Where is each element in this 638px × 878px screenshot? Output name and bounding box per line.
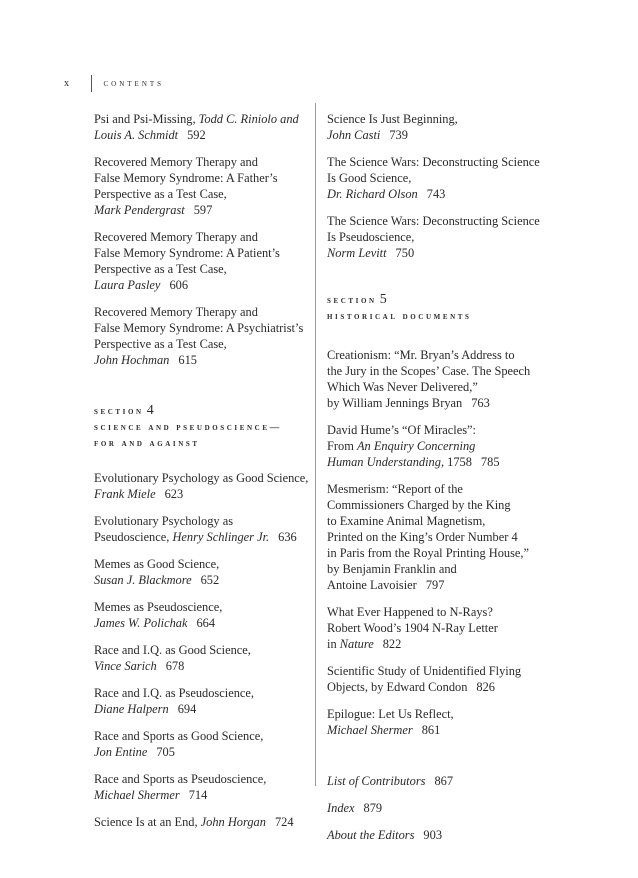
toc-italic-text: Diane Halpern [94,702,169,716]
toc-italic-text: Norm Levitt [327,246,387,260]
toc-italic-text: Laura Pasley [94,278,161,292]
toc-entry-line [327,620,539,636]
toc-entry [327,773,539,789]
toc-page-number: 743 [426,187,446,201]
column-divider [315,103,316,786]
toc-page-number: 867 [434,774,454,788]
toc-text: Perspective as a Test Case, [94,262,227,276]
toc-entry-line [94,336,306,352]
toc-entry-line [94,615,306,631]
section-label: section [327,295,377,306]
toc-italic-text: James W. Polichak [94,616,188,630]
toc-text: David Hume’s “Of Miracles”: [327,423,476,437]
toc-entry-line [94,486,306,502]
toc-text: Evolutionary Psychology as Good Science, [94,471,309,485]
toc-entry-line [94,599,306,615]
toc-entry-line [327,497,539,513]
toc-text: Science Is at an End, [94,815,201,829]
toc-text: Psi and Psi-Missing, [94,112,199,126]
toc-entry-line [94,701,306,717]
toc-italic-text: Frank Miele [94,487,156,501]
toc-text: Creationism: “Mr. Bryan’s Address to [327,348,515,362]
toc-text: Recovered Memory Therapy and [94,155,258,169]
toc-list-right-b [327,347,539,738]
toc-entry-line [94,186,306,202]
toc-entry-line [327,347,539,363]
toc-entry-line [94,304,306,320]
toc-page-number: 694 [177,702,197,716]
toc-page-number: 763 [471,396,490,410]
toc-entry-line [327,170,539,186]
toc-text: by Benjamin Franklin and [327,562,457,576]
toc-italic-text: About the Editors [327,828,415,842]
toc-text: Race and I.Q. as Good Science, [94,643,251,657]
toc-entry-line [94,352,306,368]
toc-entry-line [94,111,306,127]
toc-entry-line [327,111,539,127]
toc-text: Antoine Lavoisier [327,578,417,592]
toc-entry-line [94,771,306,787]
toc-page-number: 606 [169,278,189,292]
toc-italic-text: John Hochman [94,353,170,367]
section-number: 4 [146,403,154,418]
toc-text: Commissioners Charged by the King [327,498,511,512]
toc-entry-line [94,744,306,760]
toc-text: False Memory Syndrome: A Psychiatrist’s [94,321,304,335]
toc-text: Scientific Study of Unidentified Flying [327,664,522,678]
toc-text: The Science Wars: Deconstructing Science [327,155,540,169]
toc-page-number: 615 [178,353,197,367]
toc-entry-line [327,395,539,411]
running-head-label: contents [103,78,165,89]
toc-entry-line [327,545,539,561]
toc-entry [327,347,539,411]
toc-page-number: 861 [421,723,441,737]
section-title-line-1: historical documents [327,311,472,322]
toc-entry [327,706,539,738]
toc-text: in Paris from the Royal Printing House,” [327,546,530,560]
toc-text: What Ever Happened to N-Rays? [327,605,493,619]
toc-entry-line [327,604,539,620]
section-4-heading [94,403,306,452]
toc-entry-line [327,561,539,577]
toc-text: Which Was Never Delivered,” [327,380,478,394]
toc-text: Is Pseudoscience, [327,230,415,244]
toc-text: Perspective as a Test Case, [94,187,227,201]
toc-entry-line [327,379,539,395]
toc-entry [94,685,306,717]
toc-text: Printed on the King’s Order Number 4 [327,530,518,544]
section-label-line [327,292,539,309]
toc-text: Race and Sports as Good Science, [94,729,264,743]
toc-text: Recovered Memory Therapy and [94,305,258,319]
section-label: section [94,406,144,417]
toc-italic-text: Todd C. Riniolo and [198,112,299,126]
toc-page-number: 652 [200,573,220,587]
toc-text: From [327,439,357,453]
page-number: x [64,78,72,89]
toc-entry-line [327,127,539,143]
toc-entry [327,422,539,470]
toc-text: Science Is Just Beginning, [327,112,458,126]
toc-page-number: 826 [476,680,495,694]
toc-text: Mesmerism: “Report of the [327,482,463,496]
toc-entry [327,213,539,261]
toc-entry [94,642,306,674]
toc-text: Objects, by Edward Condon [327,680,468,694]
toc-entry-line [327,636,539,652]
toc-italic-text: Vince Sarich [94,659,157,673]
toc-entry-line [327,679,539,695]
toc-entry-line [94,277,306,293]
toc-entry [327,663,539,695]
toc-italic-text: Index [327,801,355,815]
toc-text: , 1758 [440,455,472,469]
toc-page-number: 903 [423,828,443,842]
toc-entry-line [327,577,539,593]
toc-text: Memes as Pseudoscience, [94,600,223,614]
toc-entry-line [94,154,306,170]
toc-page-number: 739 [389,128,408,142]
toc-text: Epilogue: Let Us Reflect, [327,707,454,721]
toc-entry-line [327,800,539,816]
toc-entry-line [94,202,306,218]
toc-entry-line [327,706,539,722]
toc-page-number: 822 [382,637,402,651]
toc-page-number: 623 [164,487,184,501]
toc-text: Recovered Memory Therapy and [94,230,258,244]
toc-entry-line [94,529,306,545]
toc-page-number: 705 [156,745,175,759]
toc-entry-line [327,773,539,789]
toc-italic-text: Jon Entine [94,745,148,759]
toc-entry-line [327,513,539,529]
toc-entry-line [94,470,309,486]
toc-italic-text: Mark Pendergrast [94,203,185,217]
toc-entry-line [94,556,306,572]
toc-italic-text: List of Contributors [327,774,426,788]
toc-page-number: 597 [193,203,213,217]
toc-text: Pseudoscience, [94,530,173,544]
toc-entry [327,604,539,652]
toc-entry-line [327,363,539,379]
toc-entry-line [327,827,539,843]
toc-page-number: 724 [274,815,294,829]
left-column [94,111,309,841]
toc-text: Race and Sports as Pseudoscience, [94,772,267,786]
toc-entry [94,154,306,218]
toc-entry [327,800,539,816]
toc-entry [94,304,306,368]
toc-list-back-matter [327,773,539,843]
toc-entry [94,470,309,502]
toc-italic-text: Michael Shermer [94,788,180,802]
toc-entry-line [327,663,539,679]
toc-entry-line [94,572,306,588]
toc-entry-line [94,245,306,261]
toc-entry-line [94,685,306,701]
toc-text: Memes as Good Science, [94,557,220,571]
toc-entry-line [94,814,306,830]
toc-page-number: 750 [395,246,415,260]
toc-entry-line [94,728,306,744]
toc-entry [327,154,539,202]
toc-text: Race and I.Q. as Pseudoscience, [94,686,254,700]
toc-text: by William Jennings Bryan [327,396,463,410]
section-5-heading [327,292,539,325]
toc-entry-line [327,213,539,229]
running-head [64,78,164,89]
toc-entry [327,827,539,843]
toc-text: Evolutionary Psychology as [94,514,234,528]
toc-entry-line [94,261,306,277]
running-head-divider [91,75,92,92]
toc-entry [94,771,306,803]
section-label-line [94,403,306,420]
toc-entry [94,728,306,760]
toc-entry [94,556,306,588]
toc-page-number: 678 [165,659,185,673]
toc-entry-line [327,722,539,738]
toc-text: in [327,637,340,651]
toc-text: False Memory Syndrome: A Patient’s [94,246,280,260]
toc-entry [94,513,306,545]
toc-list-left-a [94,111,306,368]
toc-entry-line [327,438,539,454]
toc-entry-line [327,186,539,202]
toc-entry-line [327,229,539,245]
toc-entry [94,814,306,830]
toc-italic-text: John Horgan [200,815,266,829]
toc-list-right-a [327,111,539,261]
toc-entry-line [327,154,539,170]
toc-page-number: 797 [425,578,445,592]
toc-entry-line [94,787,306,803]
toc-text: Perspective as a Test Case, [94,337,227,351]
toc-page-number: 636 [278,530,297,544]
toc-entry-line [327,422,539,438]
toc-entry-line [327,481,539,497]
section-number: 5 [379,292,387,307]
section-title-line-1: science and pseudoscience— [94,422,282,433]
toc-text: the Jury in the Scopes’ Case. The Speech [327,364,531,378]
toc-entry-line [94,320,306,336]
section-title-line-2: for and against [94,438,200,449]
toc-entry-line [94,658,306,674]
toc-entry-line [94,642,306,658]
toc-list-left-b [94,470,309,830]
toc-italic-text: An Enquiry Concerning [356,439,476,453]
toc-page-number: 664 [196,616,216,630]
toc-entry-line [94,229,306,245]
toc-entry [94,599,306,631]
toc-page-number: 879 [363,801,383,815]
toc-entry [94,229,306,293]
toc-entry [94,111,306,143]
toc-text: The Science Wars: Deconstructing Science [327,214,540,228]
toc-entry-line [94,127,306,143]
toc-text: to Examine Animal Magnetism, [327,514,486,528]
toc-italic-text: Susan J. Blackmore [94,573,192,587]
toc-page-number: 785 [480,455,500,469]
toc-entry [327,111,539,143]
toc-italic-text: Louis A. Schmidt [94,128,179,142]
toc-page-number: 714 [188,788,208,802]
toc-italic-text: Human Understanding [327,455,441,469]
toc-entry-line [327,529,539,545]
toc-italic-text: Henry Schlinger Jr. [172,530,270,544]
toc-entry-line [327,245,539,261]
toc-entry-line [94,513,306,529]
toc-entry-line [327,454,539,470]
toc-entry [327,481,539,593]
toc-page-number: 592 [187,128,206,142]
toc-text: False Memory Syndrome: A Father’s [94,171,278,185]
toc-italic-text: John Casti [327,128,381,142]
toc-text: Is Good Science, [327,171,412,185]
toc-italic-text: Nature [339,637,374,651]
toc-italic-text: Dr. Richard Olson [327,187,418,201]
right-column [327,111,539,854]
toc-italic-text: Michael Shermer [327,723,413,737]
toc-text: Robert Wood’s 1904 N-Ray Letter [327,621,498,635]
toc-entry-line [94,170,306,186]
